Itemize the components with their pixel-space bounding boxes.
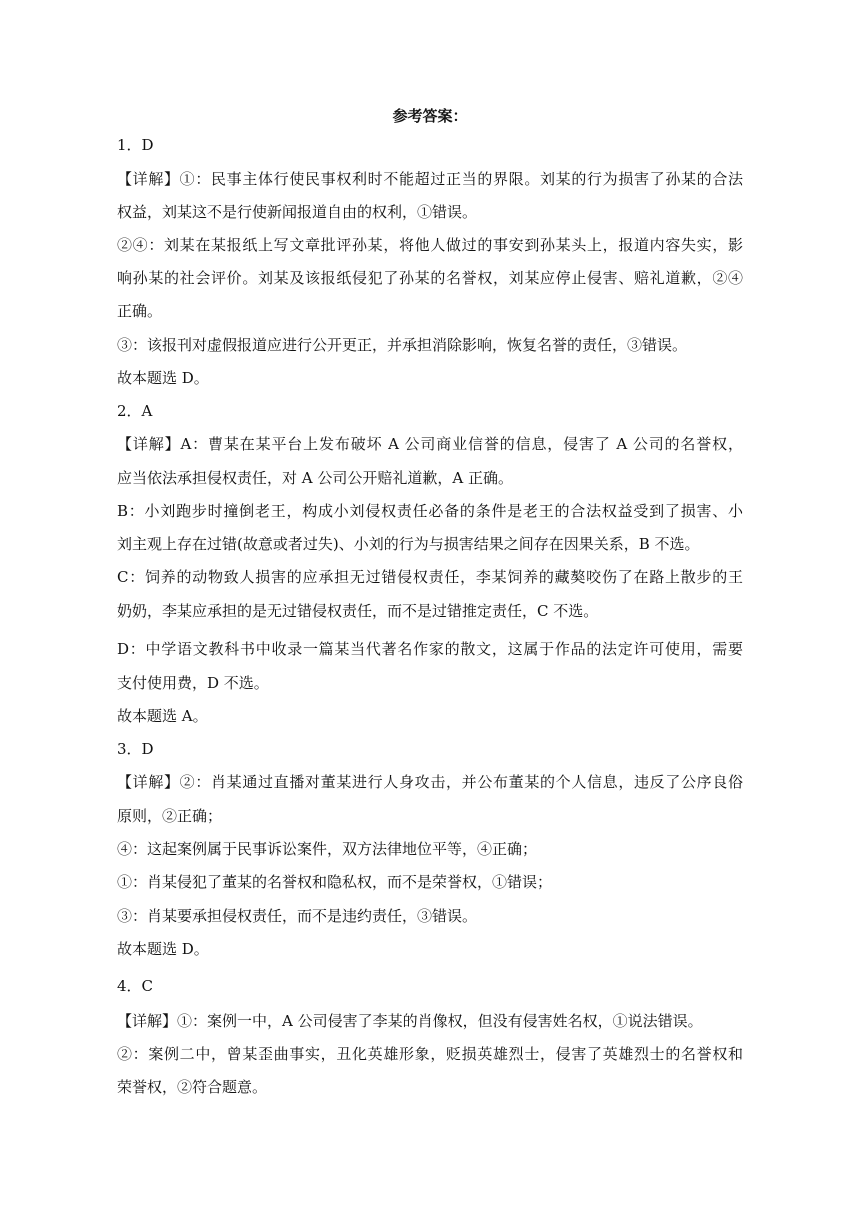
explanation-line: 刘主观上存在过错(故意或者过失)、小刘的行为与损害结果之间存在因果关系，B 不选。 — [117, 535, 700, 553]
answer-number: 4．C — [117, 977, 154, 995]
explanation-line: ②④：刘某在某报纸上写文章批评孙某，将他人做过的事安到孙某头上，报道内容失实，影 — [117, 236, 743, 254]
explanation-line: ④：这起案例属于民事诉讼案件，双方法律地位平等，④正确； — [117, 840, 538, 858]
explanation-line: C：饲养的动物致人损害的应承担无过错侵权责任，李某饲养的藏獒咬伤了在路上散步的王 — [117, 568, 743, 586]
page-title: 参考答案： — [392, 107, 468, 125]
conclusion-line: 故本题选 A。 — [117, 707, 208, 725]
explanation-line: 荣誉权，②符合题意。 — [117, 1078, 268, 1096]
answer-number: 2．A — [117, 402, 153, 420]
explanation-line: 【详解】A：曹某在某平台上发布破坏 A 公司商业信誉的信息，侵害了 A 公司的名誉权， — [117, 435, 743, 453]
explanation-line: D：中学语文教科书中收录一篇某当代著名作家的散文，这属于作品的法定许可使用，需要 — [117, 640, 743, 658]
explanation-line: 【详解】②：肖某通过直播对董某进行人身攻击，并公布董某的个人信息，违反了公序良俗 — [117, 773, 743, 791]
conclusion-line: 故本题选 D。 — [117, 940, 209, 958]
explanation-line: ③：该报刊对虚假报道应进行公开更正，并承担消除影响，恢复名誉的责任，③错误。 — [117, 336, 688, 354]
answer-number: 1．D — [117, 136, 154, 154]
explanation-line: 正确。 — [117, 302, 163, 320]
explanation-line: 【详解】①：民事主体行使民事权利时不能超过正当的界限。刘某的行为损害了孙某的合法 — [117, 170, 743, 188]
explanation-line: ②：案例二中，曾某歪曲事实，丑化英雄形象，贬损英雄烈士，侵害了英雄烈士的名誉权和 — [117, 1045, 743, 1063]
explanation-line: 应当依法承担侵权责任，对 A 公司公开赔礼道歉，A 正确。 — [117, 469, 513, 487]
conclusion-line: 故本题选 D。 — [117, 369, 209, 387]
explanation-line: ①：肖某侵犯了董某的名誉权和隐私权，而不是荣誉权，①错误； — [117, 873, 553, 891]
explanation-line: 响孙某的社会评价。刘某及该报纸侵犯了孙某的名誉权，刘某应停止侵害、赔礼道歉，②④ — [117, 269, 743, 287]
explanation-line: 权益，刘某这不是行使新闻报道自由的权利，①错误。 — [117, 203, 478, 221]
explanation-line: 原则，②正确； — [117, 807, 223, 825]
explanation-line: B：小刘跑步时撞倒老王，构成小刘侵权责任必备的条件是老王的合法权益受到了损害、小 — [117, 502, 743, 520]
answer-number: 3．D — [117, 740, 154, 758]
explanation-line: ③：肖某要承担侵权责任，而不是违约责任，③错误。 — [117, 907, 478, 925]
explanation-line: 【详解】①：案例一中，A 公司侵害了李某的肖像权，但没有侵害姓名权，①说法错误。 — [117, 1012, 703, 1030]
explanation-line: 奶奶，李某应承担的是无过错侵权责任，而不是过错推定责任，C 不选。 — [117, 602, 599, 620]
explanation-line: 支付使用费，D 不选。 — [117, 674, 269, 692]
